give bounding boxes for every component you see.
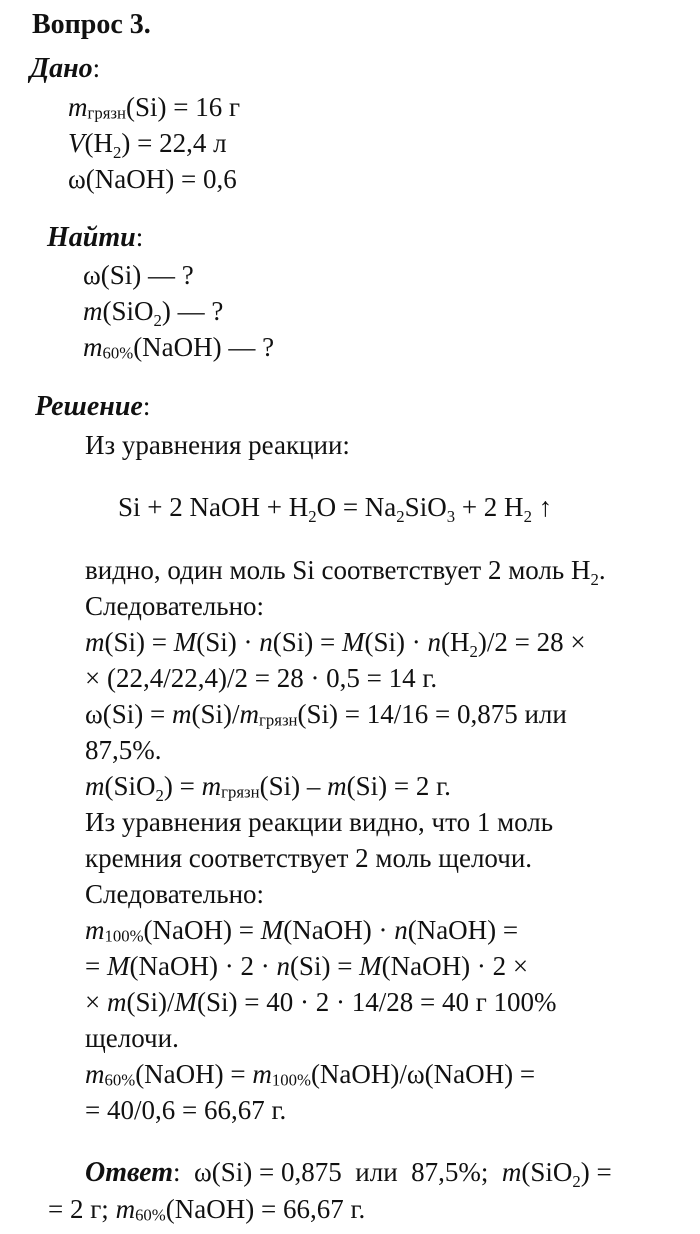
find-heading: Найти: (47, 222, 144, 253)
solution-heading: Решение: (35, 391, 151, 422)
solution-line-8: Из уравнения реакции видно, что 1 моль (85, 807, 554, 837)
solution-line-1: видно, один моль Si соответствует 2 моль $H_2$. (85, 555, 606, 589)
solution-line-16: = 40/0,6 = 66,67 г. (85, 1095, 287, 1125)
answer-line-1: Ответ: ω(Si) = 0,875 или 87,5%; m(SiO$_2$) = (85, 1157, 612, 1191)
answer-line-2: = 2 г; m60%(NaOH) = 66,67 г. (48, 1194, 366, 1225)
solution-line-12: = M(NaOH) · 2 · n(Si) = M(NaOH) · 2 × (85, 951, 529, 981)
given-heading: Дано: (30, 53, 101, 84)
find-item-omega-si: ω(Si) — ? (83, 260, 194, 290)
question-title: Вопрос 3. (32, 9, 151, 40)
solution-line-10: Следовательно: (85, 879, 265, 909)
find-item-m60-naoh: m60%(NaOH) — ? (83, 332, 275, 363)
solution-intro: Из уравнения реакции: (85, 430, 350, 460)
solution-line-11: m100%(NaOH) = M(NaOH) · n(NaOH) = (85, 915, 519, 946)
given-item-fraction: ω(NaOH) = 0,6 (68, 164, 237, 194)
solution-line-6: 87,5%. (85, 735, 162, 765)
solution-line-9: кремния соответствует 2 моль щелочи. (85, 843, 533, 873)
solution-line-15: m60%(NaOH) = m100%(NaOH)/ω(NaOH) = (85, 1059, 536, 1090)
solution-line-5: ω(Si) = m(Si)/mгрязн(Si) = 14/16 = 0,875 или (85, 699, 567, 730)
find-item-m-sio2: m(SiO$_2$) — ? (83, 296, 224, 330)
solution-line-3: $m(Si) = M(Si) \cdot n(Si) = M(Si) \cdot n(H_2)/2 = 28$ × (85, 627, 586, 661)
given-item-mass: mгрязн(Si) = 16 г (68, 92, 241, 123)
reaction-equation: Si + 2 NaOH + $H_2O = Na_2SiO_3 + 2$ $H_2$ ↑ (118, 492, 553, 526)
solution-line-4: × (22,4/22,4)/2 = 28 · 0,5 = 14 г. (85, 663, 438, 693)
given-item-volume: $V(H_2) = 22,4$ л (68, 128, 227, 162)
solution-line-14: щелочи. (85, 1023, 179, 1053)
solution-line-13: × m(Si)/M(Si) = 40 · 2 · 14/28 = 40 г 100% (85, 987, 557, 1017)
solution-line-2: Следовательно: (85, 591, 265, 621)
solution-line-7: m(SiO$_2$) = mгрязн(Si) – m(Si) = 2 г. (85, 771, 451, 805)
